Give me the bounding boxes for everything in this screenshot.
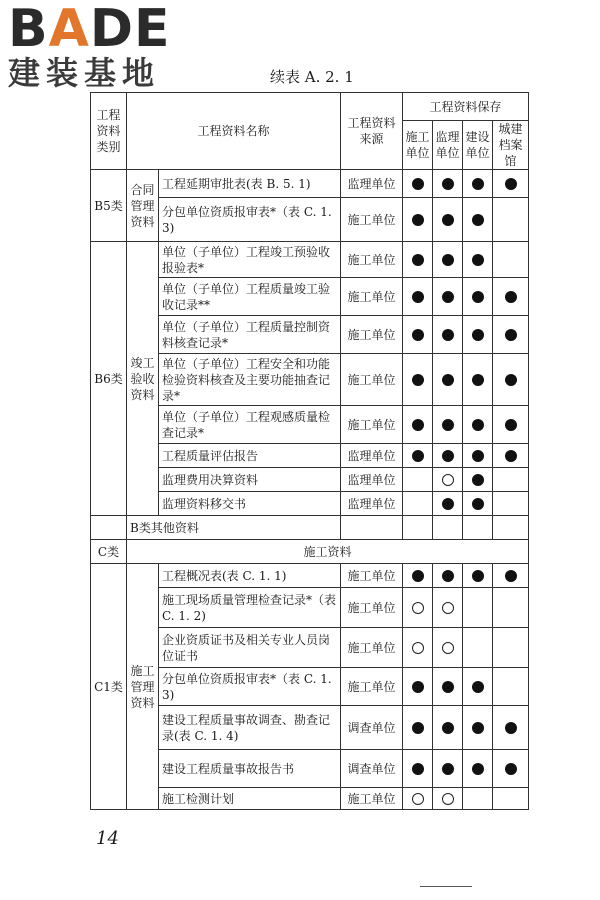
page-number: 14 bbox=[96, 828, 119, 849]
storage-cell-0 bbox=[403, 468, 433, 492]
storage-cell-2 bbox=[463, 198, 493, 242]
record-source: 调查单位 bbox=[341, 750, 403, 788]
storage-cell-0 bbox=[403, 316, 433, 354]
header-col-construction: 施工单位 bbox=[403, 121, 433, 170]
record-name: 单位（子单位）工程质量竣工验收记录** bbox=[159, 278, 341, 316]
storage-cell-2 bbox=[463, 788, 493, 810]
storage-cell-0 bbox=[403, 750, 433, 788]
storage-cell-0 bbox=[403, 242, 433, 278]
filled-dot-icon bbox=[505, 291, 517, 303]
filled-dot-icon bbox=[442, 254, 454, 266]
storage-cell-0 bbox=[403, 588, 433, 628]
hollow-circle-icon bbox=[442, 474, 454, 486]
record-name: 工程概况表(表 C. 1. 1) bbox=[159, 564, 341, 588]
storage-cell-3 bbox=[493, 468, 529, 492]
storage-cell-3 bbox=[493, 444, 529, 468]
record-source: 施工单位 bbox=[341, 316, 403, 354]
hollow-circle-icon bbox=[412, 793, 424, 805]
filled-dot-icon bbox=[442, 498, 454, 510]
storage-cell-1 bbox=[433, 278, 463, 316]
storage-cell-3 bbox=[493, 278, 529, 316]
b-other-label: B类其他资料 bbox=[127, 516, 341, 540]
record-name: 监理资料移交书 bbox=[159, 492, 341, 516]
record-name: 单位（子单位）工程质量控制资料核查记录* bbox=[159, 316, 341, 354]
storage-cell-0 bbox=[403, 706, 433, 750]
storage-cell-0 bbox=[403, 444, 433, 468]
record-name: 单位（子单位）工程竣工预验收报验表* bbox=[159, 242, 341, 278]
storage-cell-3 bbox=[493, 750, 529, 788]
storage-cell-0 bbox=[403, 198, 433, 242]
storage-cell-3 bbox=[493, 788, 529, 810]
hollow-circle-icon bbox=[412, 642, 424, 654]
record-source: 施工单位 bbox=[341, 242, 403, 278]
filled-dot-icon bbox=[412, 763, 424, 775]
filled-dot-icon bbox=[472, 374, 484, 386]
record-name: 监理费用决算资料 bbox=[159, 468, 341, 492]
storage-cell-1 bbox=[433, 170, 463, 198]
filled-dot-icon bbox=[412, 329, 424, 341]
storage-cell-2 bbox=[463, 444, 493, 468]
record-source: 施工单位 bbox=[341, 198, 403, 242]
storage-cell-1 bbox=[433, 242, 463, 278]
record-name: 建设工程质量事故报告书 bbox=[159, 750, 341, 788]
record-source: 调查单位 bbox=[341, 706, 403, 750]
storage-cell-2 bbox=[463, 468, 493, 492]
storage-cell-1 bbox=[433, 564, 463, 588]
footer-line bbox=[420, 886, 472, 887]
storage-cell-1 bbox=[433, 588, 463, 628]
filled-dot-icon bbox=[442, 291, 454, 303]
table-row bbox=[91, 564, 529, 588]
header-category: 工程资料类别 bbox=[91, 93, 127, 170]
filled-dot-icon bbox=[505, 419, 517, 431]
c-section-title: 施工资料 bbox=[127, 540, 529, 564]
filled-dot-icon bbox=[472, 474, 484, 486]
storage-cell-3 bbox=[493, 588, 529, 628]
record-source: 施工单位 bbox=[341, 278, 403, 316]
storage-cell-3 bbox=[493, 706, 529, 750]
storage-cell-3 bbox=[493, 406, 529, 444]
storage-cell-0 bbox=[403, 354, 433, 406]
storage-cell-0 bbox=[403, 628, 433, 668]
hollow-circle-icon bbox=[442, 793, 454, 805]
subcategory-cell: 竣工验收资料 bbox=[127, 242, 159, 516]
header-col-archive: 城建档案馆 bbox=[493, 121, 529, 170]
storage-cell-2 bbox=[463, 354, 493, 406]
storage-cell-1 bbox=[433, 444, 463, 468]
c1-section bbox=[91, 564, 529, 810]
storage-cell-0 bbox=[403, 492, 433, 516]
filled-dot-icon bbox=[412, 291, 424, 303]
storage-cell-2 bbox=[463, 170, 493, 198]
record-source: 施工单位 bbox=[341, 668, 403, 706]
storage-cell-3 bbox=[493, 564, 529, 588]
storage-cell-3 bbox=[493, 242, 529, 278]
storage-cell-3 bbox=[493, 354, 529, 406]
table-row bbox=[91, 540, 529, 564]
filled-dot-icon bbox=[472, 681, 484, 693]
header-col-owner: 建设单位 bbox=[463, 121, 493, 170]
storage-cell-3 bbox=[493, 492, 529, 516]
logo-subtitle: 建装基地 bbox=[8, 54, 161, 92]
storage-cell-2 bbox=[463, 406, 493, 444]
storage-cell-2 bbox=[463, 564, 493, 588]
record-name: 工程质量评估报告 bbox=[159, 444, 341, 468]
filled-dot-icon bbox=[412, 570, 424, 582]
table-row bbox=[91, 516, 529, 540]
record-source: 施工单位 bbox=[341, 588, 403, 628]
storage-cell-1 bbox=[433, 406, 463, 444]
filled-dot-icon bbox=[505, 763, 517, 775]
storage-cell-2 bbox=[463, 316, 493, 354]
category-cell: B6类 bbox=[91, 242, 127, 516]
filled-dot-icon bbox=[412, 178, 424, 190]
record-name: 分包单位资质报审表*（表 C. 1. 3) bbox=[159, 198, 341, 242]
filled-dot-icon bbox=[412, 214, 424, 226]
subcategory-cell: 合同管理资料 bbox=[127, 170, 159, 242]
storage-cell-2 bbox=[463, 668, 493, 706]
filled-dot-icon bbox=[505, 178, 517, 190]
storage-cell-1 bbox=[433, 198, 463, 242]
filled-dot-icon bbox=[442, 374, 454, 386]
header-storage: 工程资料保存 bbox=[403, 93, 529, 121]
record-name: 企业资质证书及相关专业人员岗位证书 bbox=[159, 628, 341, 668]
filled-dot-icon bbox=[505, 570, 517, 582]
filled-dot-icon bbox=[472, 214, 484, 226]
hollow-circle-icon bbox=[442, 642, 454, 654]
storage-cell-1 bbox=[433, 706, 463, 750]
filled-dot-icon bbox=[505, 329, 517, 341]
storage-cell-0 bbox=[403, 788, 433, 810]
filled-dot-icon bbox=[472, 254, 484, 266]
filled-dot-icon bbox=[442, 214, 454, 226]
filled-dot-icon bbox=[472, 419, 484, 431]
storage-cell-0 bbox=[403, 668, 433, 706]
storage-cell-1 bbox=[433, 492, 463, 516]
storage-cell-1 bbox=[433, 468, 463, 492]
filled-dot-icon bbox=[505, 722, 517, 734]
storage-cell-2 bbox=[463, 278, 493, 316]
filled-dot-icon bbox=[442, 419, 454, 431]
storage-cell-3 bbox=[493, 316, 529, 354]
filled-dot-icon bbox=[472, 178, 484, 190]
record-source: 监理单位 bbox=[341, 492, 403, 516]
storage-cell-0 bbox=[403, 564, 433, 588]
filled-dot-icon bbox=[472, 498, 484, 510]
storage-cell-2 bbox=[463, 242, 493, 278]
storage-cell-2 bbox=[463, 492, 493, 516]
filled-dot-icon bbox=[412, 450, 424, 462]
hollow-circle-icon bbox=[442, 602, 454, 614]
storage-cell-2 bbox=[463, 750, 493, 788]
filled-dot-icon bbox=[472, 329, 484, 341]
header-name: 工程资料名称 bbox=[127, 93, 341, 170]
record-name: 施工现场质量管理检查记录*（表 C. 1. 2) bbox=[159, 588, 341, 628]
subcategory-cell: 施工管理资料 bbox=[127, 564, 159, 810]
filled-dot-icon bbox=[442, 681, 454, 693]
filled-dot-icon bbox=[412, 681, 424, 693]
filled-dot-icon bbox=[472, 722, 484, 734]
table-row bbox=[91, 170, 529, 198]
storage-cell-1 bbox=[433, 750, 463, 788]
record-source: 施工单位 bbox=[341, 354, 403, 406]
filled-dot-icon bbox=[472, 450, 484, 462]
category-cell: B5类 bbox=[91, 170, 127, 242]
record-source: 施工单位 bbox=[341, 788, 403, 810]
filled-dot-icon bbox=[442, 450, 454, 462]
record-source: 监理单位 bbox=[341, 170, 403, 198]
storage-cell-2 bbox=[463, 628, 493, 668]
storage-cell-3 bbox=[493, 628, 529, 668]
storage-cell-1 bbox=[433, 668, 463, 706]
filled-dot-icon bbox=[505, 450, 517, 462]
records-table bbox=[90, 92, 529, 810]
storage-cell-1 bbox=[433, 788, 463, 810]
filled-dot-icon bbox=[442, 763, 454, 775]
storage-cell-0 bbox=[403, 278, 433, 316]
record-name: 单位（子单位）工程观感质量检查记录* bbox=[159, 406, 341, 444]
record-source: 施工单位 bbox=[341, 564, 403, 588]
record-source: 施工单位 bbox=[341, 406, 403, 444]
filled-dot-icon bbox=[442, 329, 454, 341]
b-section bbox=[91, 170, 529, 516]
c-category: C类 bbox=[91, 540, 127, 564]
filled-dot-icon bbox=[442, 722, 454, 734]
hollow-circle-icon bbox=[412, 602, 424, 614]
record-source: 施工单位 bbox=[341, 628, 403, 668]
filled-dot-icon bbox=[472, 763, 484, 775]
filled-dot-icon bbox=[505, 374, 517, 386]
storage-cell-0 bbox=[403, 406, 433, 444]
storage-cell-3 bbox=[493, 170, 529, 198]
filled-dot-icon bbox=[472, 291, 484, 303]
filled-dot-icon bbox=[442, 570, 454, 582]
header-col-supervision: 监理单位 bbox=[433, 121, 463, 170]
storage-cell-2 bbox=[463, 706, 493, 750]
header-source: 工程资料来源 bbox=[341, 93, 403, 170]
table-row bbox=[91, 242, 529, 278]
storage-cell-3 bbox=[493, 668, 529, 706]
record-source: 监理单位 bbox=[341, 468, 403, 492]
storage-cell-1 bbox=[433, 628, 463, 668]
record-source: 监理单位 bbox=[341, 444, 403, 468]
storage-cell-0 bbox=[403, 170, 433, 198]
record-name: 单位（子单位）工程安全和功能检验资料核查及主要功能抽查记录* bbox=[159, 354, 341, 406]
record-name: 工程延期审批表(表 B. 5. 1) bbox=[159, 170, 341, 198]
logo bbox=[8, 2, 183, 90]
filled-dot-icon bbox=[472, 570, 484, 582]
filled-dot-icon bbox=[412, 722, 424, 734]
filled-dot-icon bbox=[412, 254, 424, 266]
storage-cell-2 bbox=[463, 588, 493, 628]
storage-cell-1 bbox=[433, 316, 463, 354]
record-name: 施工检测计划 bbox=[159, 788, 341, 810]
storage-cell-3 bbox=[493, 198, 529, 242]
table-caption: 续表 A. 2. 1 bbox=[270, 68, 354, 86]
logo-wordmark: BADE bbox=[8, 0, 171, 59]
filled-dot-icon bbox=[412, 419, 424, 431]
record-name: 分包单位资质报审表*（表 C. 1. 3) bbox=[159, 668, 341, 706]
category-cell: C1类 bbox=[91, 564, 127, 810]
record-name: 建设工程质量事故调查、勘查记录(表 C. 1. 4) bbox=[159, 706, 341, 750]
storage-cell-1 bbox=[433, 354, 463, 406]
filled-dot-icon bbox=[442, 178, 454, 190]
filled-dot-icon bbox=[412, 374, 424, 386]
